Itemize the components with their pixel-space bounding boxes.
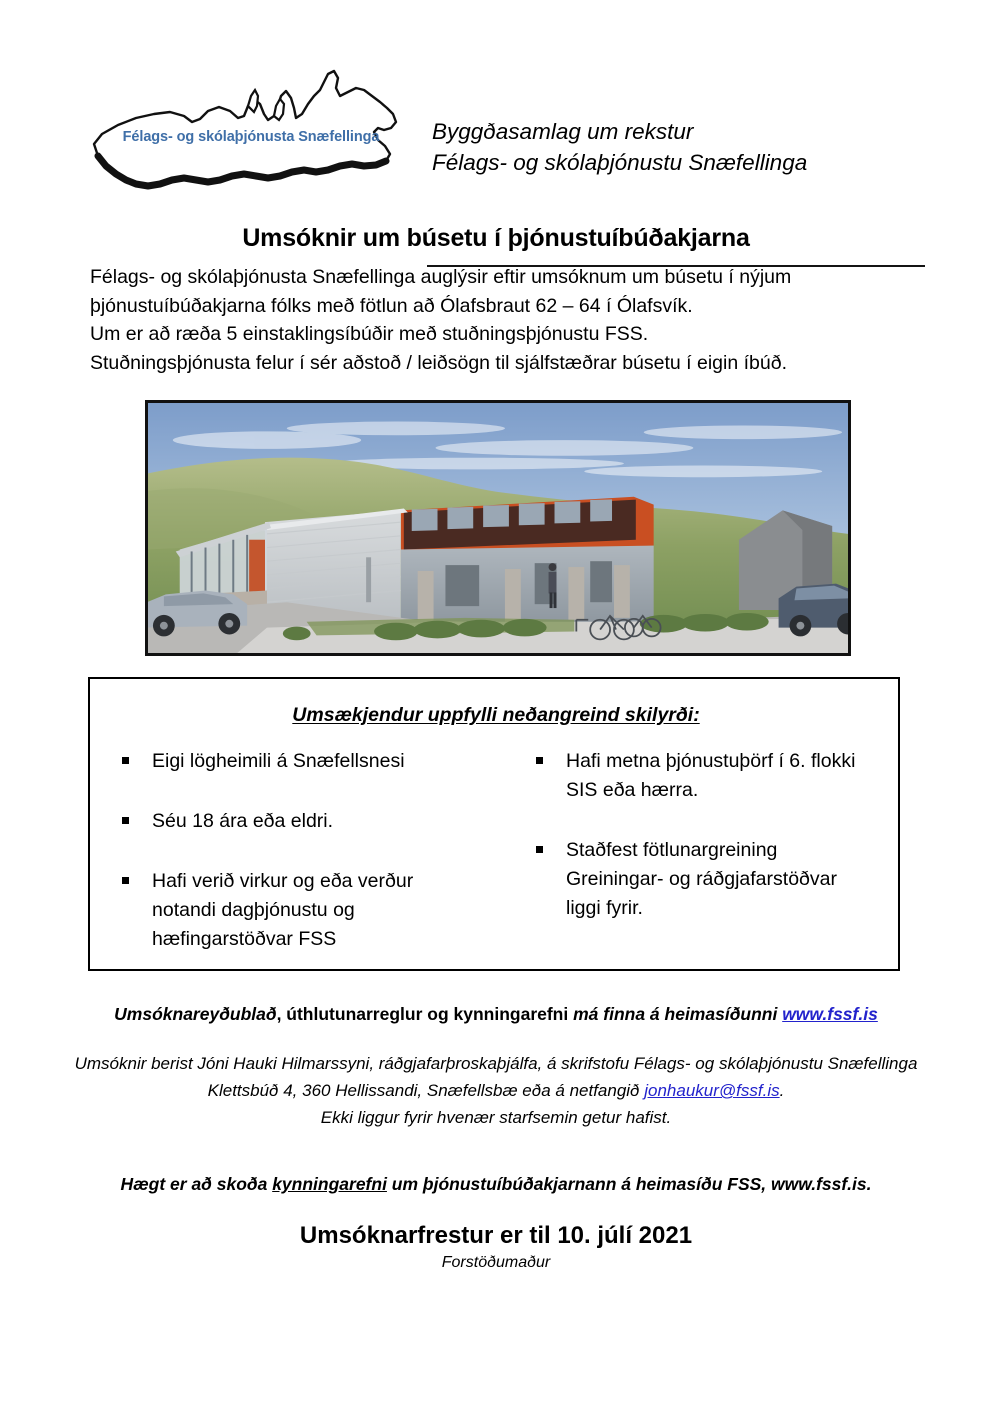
intro-paragraph [90, 263, 910, 377]
criteria-left-column [90, 747, 496, 985]
organization-name [432, 116, 807, 178]
org-line-2: Félags- og skólaþjónustu Snæfellinga [432, 150, 808, 175]
email-link[interactable]: jonhaukur@fssf.is [644, 1081, 780, 1100]
availability-line [0, 1002, 992, 1027]
list-item-label: Séu 18 ára eða eldri. [152, 810, 334, 832]
criteria-left-list [118, 747, 496, 954]
contact-block [0, 1050, 992, 1131]
list-item-label: Hafi verið virkur og eða verður notandi dagþjónustu og hæfingarstöðvar FSS [152, 870, 414, 950]
kynning-post-text: um þjónustuíbúðakjarnann á heimasíðu FSS, www.fssf.is. [386, 1174, 872, 1194]
availability-form-label: Umsóknareyðublað [114, 1004, 277, 1024]
contact-line-3: Ekki liggur fyrir hvenær starfsemin getur hafist. [320, 1108, 672, 1127]
building-rendering-image [145, 400, 851, 656]
contact-address-text: Klettsbúð 4, 360 Hellissandi, Snæfellsbæ eða á netfangið [207, 1081, 645, 1100]
list-item [532, 747, 862, 805]
list-item [118, 747, 448, 776]
square-bullet-icon [536, 846, 543, 853]
list-item-label: Hafi metna þjónustuþörf í 6. flokki SIS eða hærra. [566, 750, 856, 801]
list-item [532, 836, 862, 923]
website-link[interactable]: www.fssf.is [782, 1004, 878, 1024]
contact-line-2-period: . [779, 1081, 785, 1100]
logo-text: Félags- og skólaþjónusta Snæfellinga [122, 129, 380, 145]
list-item [118, 807, 448, 836]
square-bullet-icon [536, 757, 543, 764]
criteria-right-column [496, 747, 902, 985]
intro-line-4: Stuðningsþjónusta felur í sér aðstoð / leiðsögn til sjálfstæðrar búsetu í eigin íbúð. [90, 351, 787, 374]
kynning-pre-text: Hægt er að skoða [120, 1174, 273, 1194]
list-item-label: Staðfest fötlunargreining Greiningar- og ráðgjafarstöðvar liggi fyrir. [566, 839, 837, 919]
criteria-heading: Umsækjendur uppfylli neðangreind skilyrði: [292, 704, 700, 726]
building-rendering-graphic [148, 403, 848, 653]
kynningarefni-line [0, 1172, 992, 1197]
list-item [118, 867, 448, 954]
contact-line-1: Umsóknir berist Jóni Hauki Hilmarssyni, ráðgjafarþroskaþjálfa, á skrifstofu Félags- og skólaþjónustu Snæfellinga [74, 1054, 918, 1073]
criteria-columns [90, 747, 902, 985]
fss-logo [88, 66, 408, 191]
list-item-label: Eigi lögheimili á Snæfellsnesi [152, 750, 405, 772]
availability-italic-text: má finna á heimasíðunni [573, 1004, 783, 1024]
page-title: Umsóknir um búsetu í þjónustuíbúðakjarna [242, 224, 750, 252]
availability-mid-text: , úthlutunarreglur og kynningarefni [276, 1004, 574, 1024]
document-header [0, 58, 992, 208]
intro-line-3: Um er að ræða 5 einstaklingsíbúðir með stuðningsþjónustu FSS. [90, 323, 649, 345]
square-bullet-icon [122, 877, 129, 884]
criteria-right-list [532, 747, 902, 923]
org-line-1: Byggðasamlag um rekstur [432, 119, 694, 144]
contact-line-2 [0, 1077, 992, 1104]
square-bullet-icon [122, 817, 129, 824]
intro-line-1: Félags- og skólaþjónusta Snæfellinga auglýsir eftir umsóknum um búsetu í nýjum [90, 266, 792, 288]
criteria-box [88, 677, 900, 971]
signature-role: Forstöðumaður [441, 1254, 551, 1271]
square-bullet-icon [122, 757, 129, 764]
application-deadline: Umsóknarfrestur er til 10. júlí 2021 [299, 1222, 693, 1249]
intro-line-2: þjónustuíbúðakjarna fólks með fötlun að Ólafsbraut 62 – 64 í Ólafsvík. [90, 294, 693, 317]
kynning-keyword: kynningarefni [272, 1174, 387, 1194]
